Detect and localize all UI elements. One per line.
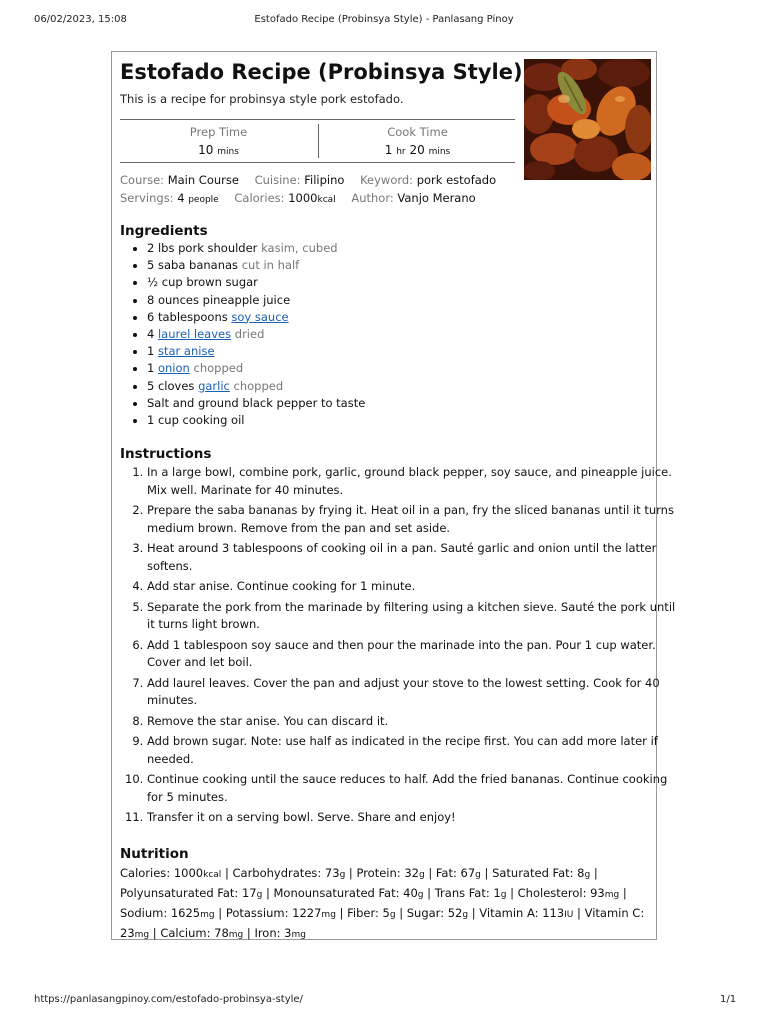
nutrition-value: 1625 (170, 906, 201, 920)
ingredients-heading: Ingredients (120, 223, 208, 239)
nutrition-value: 40 (403, 886, 418, 900)
nutrition-unit: mg (604, 890, 620, 900)
nutrition-item: Cholesterol: 93mg (517, 886, 620, 900)
ingredient-name: brown sugar (186, 275, 258, 290)
print-page-title: Estofado Recipe (Probinsya Style) - Panlasang Pinoy (254, 14, 514, 25)
nutrition-value: 67 (460, 866, 476, 880)
nutrition-item: Fiber: 5g (347, 906, 396, 920)
instruction-step: 5. Separate the pork from the marinade by filtering using a kitchen sieve. Sauté the pork until it turns light brown. (147, 599, 677, 634)
nutrition-unit: g (462, 910, 469, 920)
ingredient-amount: 4 (147, 326, 155, 341)
ingredient-name: Salt and ground black pepper to taste (147, 395, 366, 410)
ingredient-amount: 8 ounces (147, 292, 199, 307)
ingredient-item (147, 240, 365, 257)
ingredient-note: kasim, cubed (261, 241, 338, 255)
nutrition-value: 78 (214, 926, 229, 940)
ingredient-item (147, 326, 365, 343)
prep-time (120, 120, 317, 162)
recipe-meta-row-2 (120, 191, 476, 205)
ingredient-link[interactable]: soy sauce (231, 309, 289, 324)
prep-time-label: Prep Time (189, 125, 248, 139)
nutrition-unit: mg (291, 930, 306, 940)
course-label: Course: (120, 173, 165, 187)
prep-time-unit: mins (217, 147, 239, 157)
nutrition-unit: mg (134, 930, 150, 940)
nutrition-item: Calcium: 78mg (160, 926, 244, 940)
course-value: Main Course (167, 173, 239, 187)
nutrition-label: Sodium (120, 906, 164, 920)
nutrition-label: Protein (356, 866, 397, 880)
nutrition-item: Potassium: 1227mg (225, 906, 336, 920)
ingredient-amount: 5 (147, 258, 155, 273)
ingredients-list (120, 240, 365, 429)
ingredient-item (147, 343, 365, 360)
cook-time-label: Cook Time (387, 125, 448, 139)
ingredient-amount: 5 cloves (147, 378, 195, 393)
ingredient-amount: 1 (147, 361, 155, 376)
nutrition-label: Potassium (225, 906, 285, 920)
nutrition-value: 1 (493, 886, 501, 900)
ingredient-name: pork shoulder (178, 241, 258, 255)
nutrition-item: Polyunsaturated Fat: 17g (120, 886, 263, 900)
recipe-card (111, 51, 676, 940)
ingredient-name: pineapple juice (202, 292, 291, 307)
servings-label: Servings: (120, 191, 174, 205)
nutrition-value: 32 (404, 866, 419, 880)
ingredient-note: chopped (233, 378, 284, 393)
nutrition-label: Fat (435, 866, 453, 880)
instructions-heading: Instructions (120, 446, 212, 462)
nutrition-item: Calories: 1000kcal (120, 866, 222, 880)
ingredient-name: saba bananas (157, 258, 239, 273)
nutrition-value: 17 (241, 886, 257, 900)
ingredient-item (147, 257, 365, 274)
print-datetime: 06/02/2023, 15:08 (34, 14, 127, 25)
nutrition-item: Monounsaturated Fat: 40g (273, 886, 424, 900)
nutrition-label: Saturated Fat (492, 866, 570, 880)
servings-value: 4 (177, 191, 185, 205)
nutrition-label: Vitamin C (584, 906, 641, 920)
nutrition-unit: g (417, 890, 424, 900)
nutrition-value: 23 (120, 926, 135, 940)
nutrition-unit: mg (321, 910, 336, 920)
ingredient-link[interactable]: star anise (157, 344, 215, 359)
nutrition-value: 5 (382, 906, 390, 920)
instructions-list (120, 464, 677, 830)
recipe-meta-row-1 (120, 173, 496, 187)
nutrition-item: Fat: 67g (435, 866, 481, 880)
recipe-times (120, 119, 515, 163)
ingredient-item (147, 395, 365, 412)
print-url: https://panlasangpinoy.com/estofado-probinsya-style/ (34, 994, 303, 1005)
nutrition-unit: g (500, 890, 507, 900)
nutrition-item: Iron: 3mg (254, 926, 306, 940)
nutrition-facts: Calories: 1000kcal | Carbohydrates: 73g | Protein: 32g | Fat: 67g | Saturated Fat: 8g | Polyunsaturated Fat: 17g | Monounsaturated Fat: 40g | Trans Fat: 1g | Cholesterol: 93mg | Sodium: 1625mg | Potassium: 1227mg | Fiber: 5g | Sugar: 52g | Vitamin A: 113IU | Vitamin C: 23mg | Calcium: 78mg | Iron: 3mg (120, 866, 645, 940)
instruction-step: 4. Add star anise. Continue cooking for 1 minute. (147, 578, 677, 596)
nutrition-value: 3 (284, 926, 292, 940)
nutrition-label: Cholesterol (517, 886, 583, 900)
nutrition-label: Calcium (160, 926, 207, 940)
calories-label: Calories: (234, 191, 285, 205)
nutrition-unit: g (339, 870, 346, 880)
ingredient-link[interactable]: onion (157, 361, 190, 376)
nutrition-unit: g (418, 870, 425, 880)
nutrition-value: 93 (590, 886, 605, 900)
keyword-label: Keyword: (360, 173, 414, 187)
ingredient-item (147, 309, 365, 326)
nutrition-item: Trans Fat: 1g (434, 886, 507, 900)
cook-time-hours-unit: hr (396, 147, 406, 157)
nutrition-unit: mg (200, 910, 215, 920)
nutrition-unit: g (475, 870, 481, 880)
recipe-title: Estofado Recipe (Probinsya Style) (120, 60, 523, 84)
ingredient-amount: ½ cup (147, 275, 183, 290)
nutrition-label: Calories (120, 866, 167, 880)
ingredient-item (147, 412, 365, 429)
nutrition-value: 1227 (292, 906, 322, 920)
nutrition-label: Sugar (406, 906, 441, 920)
servings-unit: people (188, 195, 219, 205)
nutrition-label: Monounsaturated Fat (273, 886, 396, 900)
ingredient-link[interactable]: garlic (198, 378, 230, 393)
author-label: Author: (351, 191, 394, 205)
instruction-step: 7. Add laurel leaves. Cover the pan and adjust your stove to the lowest setting. Cook for 40 minutes. (147, 675, 677, 710)
instruction-step: 2. Prepare the saba bananas by frying it. Heat oil in a pan, fry the sliced bananas until it turns medium brown. Remove from the pan and set aside. (147, 502, 677, 537)
ingredient-amount: 6 tablespoons (147, 309, 228, 324)
instruction-step: 3. Heat around 3 tablespoons of cooking oil in a pan. Sauté garlic and onion until the latter softens. (147, 540, 677, 575)
ingredient-item (147, 360, 365, 377)
ingredient-item (147, 378, 365, 395)
cuisine-label: Cuisine: (254, 173, 301, 187)
nutrition-label: Fiber (347, 906, 375, 920)
ingredient-name: cooking oil (182, 412, 245, 427)
nutrition-item: Vitamin A: 113IU (479, 906, 574, 920)
instruction-step: 6. Add 1 tablespoon soy sauce and then pour the marinade into the pan. Pour 1 cup water. Cover and let boil. (147, 637, 677, 672)
cook-time-minutes: 20 (409, 143, 425, 157)
print-page-count: 1/1 (720, 994, 737, 1005)
nutrition-unit: IU (564, 910, 574, 920)
ingredient-link[interactable]: laurel leaves (157, 326, 232, 341)
keyword-value: pork estofado (416, 173, 497, 187)
recipe-summary: This is a recipe for probinsya style pork estofado. (120, 92, 404, 106)
nutrition-item: Carbohydrates: 73g (232, 866, 346, 880)
ingredient-amount: 2 lbs (147, 241, 175, 255)
calories-unit: kcal (317, 195, 336, 205)
cuisine-value: Filipino (304, 173, 345, 187)
nutrition-value: 1000 (173, 866, 204, 880)
nutrition-unit: g (584, 870, 591, 880)
instruction-step: 9. Add brown sugar. Note: use half as indicated in the recipe first. You can add more later if needed. (147, 733, 677, 768)
pork-estofado-photo-icon (524, 59, 651, 180)
ingredient-item (147, 274, 365, 291)
nutrition-label: Polyunsaturated Fat (120, 886, 235, 900)
nutrition-label: Trans Fat (434, 886, 486, 900)
ingredient-amount: 1 cup (147, 412, 179, 427)
nutrition-item: Sodium: 1625mg (120, 906, 215, 920)
ingredient-note: cut in half (241, 258, 300, 273)
nutrition-label: Carbohydrates (232, 866, 318, 880)
nutrition-value: 52 (447, 906, 463, 920)
prep-time-value: 10 (198, 143, 214, 157)
ingredient-amount: 1 (147, 344, 155, 359)
instruction-step: 1. In a large bowl, combine pork, garlic, ground black pepper, soy sauce, and pineapple juice. Mix well. Marinate for 40 minutes. (147, 464, 677, 499)
nutrition-item: Saturated Fat: 8g (492, 866, 591, 880)
nutrition-value: 73 (324, 866, 340, 880)
nutrition-item: Vitamin C: 23mg (120, 906, 645, 940)
recipe-photo (524, 59, 651, 180)
nutrition-item: Sugar: 52g (406, 906, 469, 920)
instruction-step: 11. Transfer it on a serving bowl. Serve. Share and enjoy! (147, 809, 677, 827)
ingredient-note: dried (234, 326, 265, 341)
nutrition-label: Vitamin A (479, 906, 535, 920)
author-value: Vanjo Merano (397, 191, 476, 205)
ingredient-item (147, 292, 365, 309)
nutrition-value: 8 (577, 866, 585, 880)
cook-time (318, 124, 516, 158)
calories-value: 1000 (288, 191, 318, 205)
nutrition-item: Protein: 32g (356, 866, 425, 880)
nutrition-unit: kcal (203, 870, 222, 880)
nutrition-heading: Nutrition (120, 846, 189, 862)
ingredient-note: chopped (193, 361, 244, 376)
instruction-step: 8. Remove the star anise. You can discard it. (147, 713, 677, 731)
cook-time-hours: 1 (384, 143, 393, 157)
cook-time-minutes-unit: mins (428, 147, 451, 157)
nutrition-unit: g (256, 890, 263, 900)
nutrition-value: 113 (542, 906, 565, 920)
nutrition-unit: mg (228, 930, 244, 940)
instruction-step: 10. Continue cooking until the sauce reduces to half. Add the fried bananas. Continue cooking for 5 minutes. (147, 771, 677, 806)
nutrition-label: Iron (254, 926, 277, 940)
nutrition-unit: g (389, 910, 396, 920)
